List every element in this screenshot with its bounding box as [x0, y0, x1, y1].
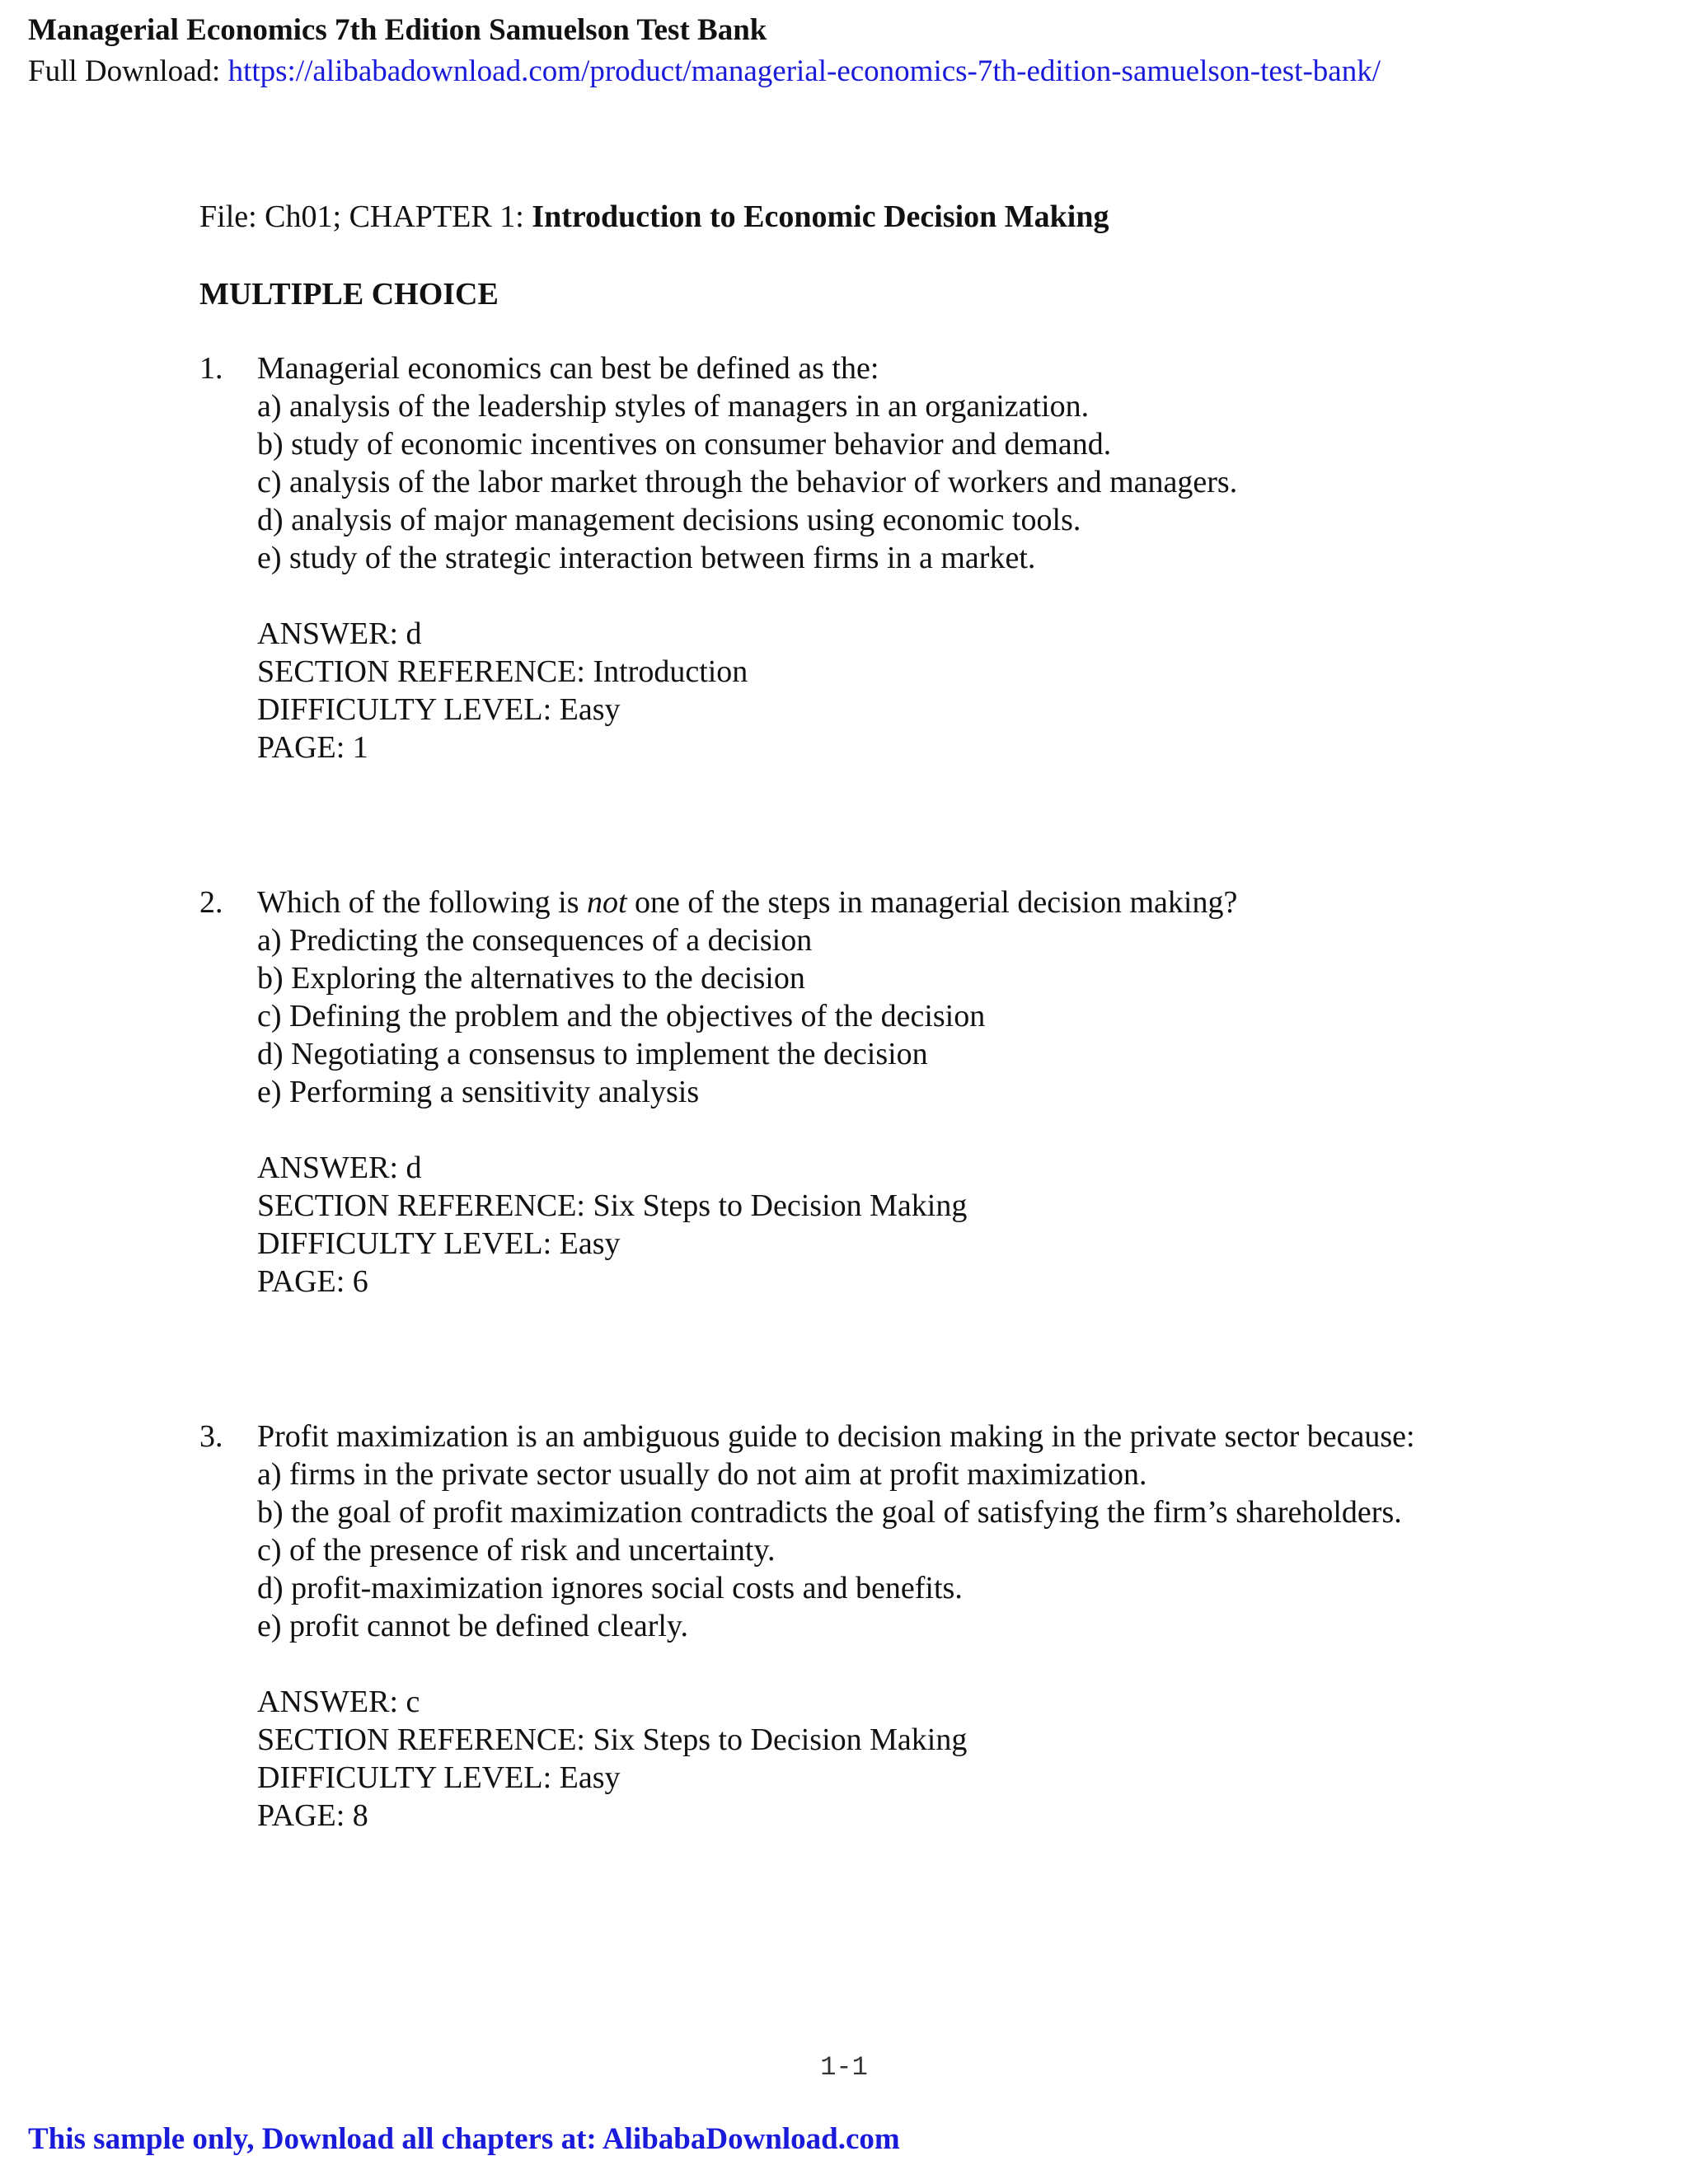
- question-body: [257, 1418, 1639, 1835]
- question-body: [257, 883, 1639, 1301]
- difficulty-level: DIFFICULTY LEVEL: Easy: [257, 1760, 621, 1795]
- option-a: a) firms in the private sector usually do not aim at profit maximization.: [257, 1457, 1147, 1492]
- option-d: d) Negotiating a consensus to implement the decision: [257, 1037, 928, 1071]
- file-chapter-line: [199, 194, 1639, 239]
- option-a: a) Predicting the consequences of a decision: [257, 923, 813, 958]
- question-number: 3.: [199, 1419, 223, 1454]
- answer: ANSWER: d: [257, 1151, 422, 1185]
- question-text: [257, 349, 1639, 387]
- chapter-title: Introduction to Economic Decision Making: [532, 199, 1109, 234]
- download-line: [28, 51, 1672, 92]
- page-reference: PAGE: 1: [257, 730, 368, 765]
- question-1: [199, 349, 1639, 766]
- question-body: [257, 349, 1639, 766]
- page-reference: PAGE: 6: [257, 1264, 368, 1299]
- section-reference: SECTION REFERENCE: Six Steps to Decision Making: [257, 1188, 968, 1223]
- download-label: Full Download:: [28, 54, 228, 88]
- question-text: [257, 1418, 1639, 1455]
- question-meta: [257, 1149, 1639, 1301]
- question-text-part: Profit maximization is an ambiguous guide to decision making in the private sector because:: [257, 1419, 1415, 1454]
- question-meta: [257, 1683, 1639, 1835]
- difficulty-level: DIFFICULTY LEVEL: Easy: [257, 1226, 621, 1261]
- footer-download-link[interactable]: This sample only, Download all chapters at: AlibabaDownload.com: [28, 2122, 900, 2156]
- question-number: 1.: [199, 351, 223, 386]
- test-bank-content: [199, 194, 1639, 1835]
- section-reference: SECTION REFERENCE: Introduction: [257, 654, 748, 689]
- question-meta: [257, 615, 1639, 766]
- option-e: e) profit cannot be defined clearly.: [257, 1609, 688, 1643]
- option-b: b) the goal of profit maximization contradicts the goal of satisfying the firm’s shareholders.: [257, 1495, 1402, 1530]
- option-a: a) analysis of the leadership styles of managers in an organization.: [257, 389, 1090, 424]
- question-text-part: Which of the following is: [257, 885, 587, 920]
- answer: ANSWER: c: [257, 1685, 420, 1719]
- answer: ANSWER: d: [257, 616, 422, 651]
- option-d: d) profit-maximization ignores social costs and benefits.: [257, 1571, 963, 1605]
- question-text-emphasis: not: [586, 885, 627, 920]
- question-number: 2.: [199, 885, 223, 920]
- question-2: [199, 883, 1639, 1301]
- section-heading: MULTIPLE CHOICE: [199, 277, 499, 312]
- file-prefix: File: Ch01; CHAPTER 1:: [199, 199, 532, 234]
- option-c: c) Defining the problem and the objectives of the decision: [257, 999, 986, 1033]
- download-link[interactable]: https://alibabadownload.com/product/managerial-economics-7th-edition-samuelson-test-bank/: [227, 54, 1381, 88]
- option-b: b) study of economic incentives on consumer behavior and demand.: [257, 427, 1112, 462]
- option-b: b) Exploring the alternatives to the decision: [257, 961, 805, 996]
- option-c: c) analysis of the labor market through the behavior of workers and managers.: [257, 465, 1238, 499]
- question-3: [199, 1418, 1639, 1835]
- document-header: [28, 10, 1672, 92]
- question-text-part: one of the steps in managerial decision making?: [626, 885, 1238, 920]
- option-c: c) of the presence of risk and uncertainty.: [257, 1533, 776, 1568]
- difficulty-level: DIFFICULTY LEVEL: Easy: [257, 692, 621, 727]
- option-d: d) analysis of major management decisions using economic tools.: [257, 503, 1081, 537]
- document-title: Managerial Economics 7th Edition Samuelson Test Bank: [28, 13, 767, 47]
- page-reference: PAGE: 8: [257, 1798, 368, 1833]
- section-reference: SECTION REFERENCE: Six Steps to Decision Making: [257, 1722, 968, 1757]
- page-number: 1-1: [820, 2052, 868, 2083]
- question-text: [257, 883, 1639, 921]
- question-text-part: Managerial economics can best be defined as the:: [257, 351, 879, 386]
- option-e: e) Performing a sensitivity analysis: [257, 1075, 700, 1109]
- option-e: e) study of the strategic interaction between firms in a market.: [257, 541, 1036, 575]
